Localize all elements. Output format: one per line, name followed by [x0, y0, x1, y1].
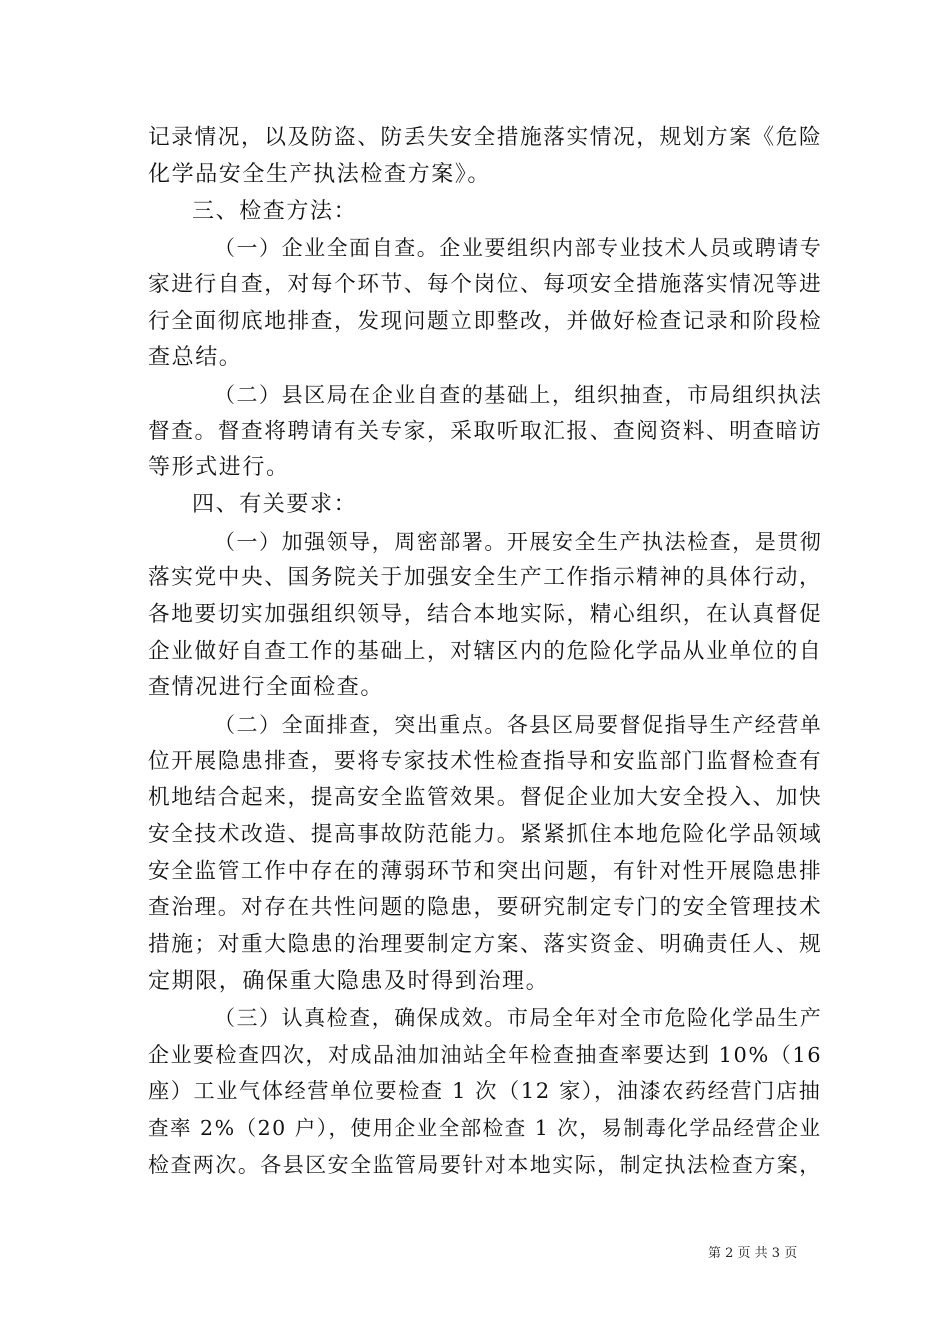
- text-line: （一）加强领导，周密部署。开展安全生产执法检查，是贯彻: [214, 530, 823, 554]
- text-line: 安全监管工作中存在的薄弱环节和突出问题，有针对性开展隐患排: [148, 859, 823, 884]
- text-line: 机地结合起来，提高安全监管效果。督促企业加大安全投入、加快: [148, 785, 823, 810]
- text-line: 家进行自查，对每个环节、每个岗位、每项安全措施落实情况等进: [148, 272, 823, 297]
- text-line: 查率 2%（20 户），使用企业全部检查 1 次，易制毒化学品经营企业: [148, 1116, 822, 1140]
- text-line: 定期限，确保重大隐患及时得到治理。: [148, 969, 550, 994]
- text-line: 企业做好自查工作的基础上，对辖区内的危险化学品从业单位的自: [148, 639, 823, 664]
- text-line: 记录情况，以及防盗、防丢失安全措施落实情况，规划方案《危险: [148, 125, 823, 150]
- text-line: （二）县区局在企业自查的基础上，组织抽查，市局组织执法: [214, 383, 823, 407]
- text-line: 等形式进行。: [148, 455, 290, 480]
- section-heading: 三、检查方法：: [192, 199, 358, 224]
- text-line: 检查两次。各县区安全监管局要针对本地实际，制定执法检查方案，: [148, 1153, 822, 1177]
- text-line: 落实党中央、国务院关于加强安全生产工作指示精神的具体行动，: [148, 565, 823, 590]
- text-line: 行全面彻底地排查，发现问题立即整改，并做好检查记录和阶段检: [148, 309, 823, 334]
- text-line: （一）企业全面自查。企业要组织内部专业技术人员或聘请专: [214, 236, 823, 260]
- text-line: 位开展隐患排查，要将专家技术性检查指导和安监部门监督检查有: [148, 749, 823, 774]
- text-line: 查情况进行全面检查。: [148, 675, 385, 700]
- text-line: 座）工业气体经营单位要检查 1 次（12 家），油漆农药经营门店抽: [148, 1079, 822, 1104]
- text-line: 查治理。对存在共性问题的隐患，要研究制定专门的安全管理技术: [148, 895, 823, 920]
- text-line: 查总结。: [148, 345, 243, 370]
- text-line: （二）全面排查，突出重点。各县区局要督促指导生产经营单: [214, 713, 823, 737]
- text-line: 督查。督查将聘请有关专家，采取听取汇报、查阅资料、明查暗访: [148, 419, 823, 444]
- text-line: （三）认真检查，确保成效。市局全年对全市危险化学品生产: [214, 1006, 823, 1030]
- section-heading: 四、有关要求：: [192, 492, 358, 517]
- text-line: 措施；对重大隐患的治理要制定方案、落实资金、明确责任人、规: [148, 932, 823, 957]
- text-line: 各地要切实加强组织领导，结合本地实际，精心组织，在认真督促: [148, 602, 823, 627]
- text-line: 安全技术改造、提高事故防范能力。紧紧抓住本地危险化学品领域: [148, 822, 823, 847]
- page-number-footer: 第 2 页 共 3 页: [708, 1246, 798, 1261]
- text-line: 企业要检查四次，对成品油加油站全年检查抽查率要达到 10%（16: [148, 1043, 823, 1067]
- text-line: 化学品安全生产执法检查方案》。: [148, 162, 492, 187]
